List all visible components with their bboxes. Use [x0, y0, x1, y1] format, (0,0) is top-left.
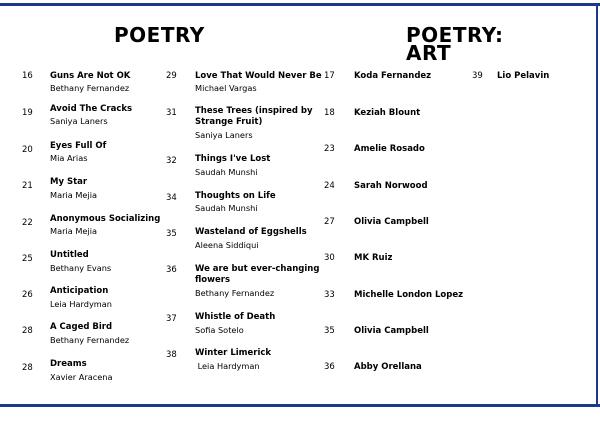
page-number: 24 — [324, 181, 335, 191]
page-number: 16 — [22, 71, 33, 81]
poem-title: We are but ever-changing flowers — [195, 264, 320, 285]
poem-title: Anonymous Socializing — [50, 214, 161, 224]
poem-title: A Caged Bird — [50, 322, 113, 332]
poem-author: Aleena Siddiqui — [195, 240, 259, 250]
artist-name: Abby Orellana — [354, 362, 422, 372]
page-number: 18 — [324, 108, 335, 118]
page-number: 33 — [324, 290, 335, 300]
page-number: 28 — [22, 326, 33, 336]
page-number: 21 — [22, 181, 33, 191]
page-number: 29 — [166, 71, 177, 81]
poem-title: Guns Are Not OK — [50, 71, 131, 81]
top-rule — [0, 3, 600, 6]
artist-name: Keziah Blount — [354, 108, 421, 118]
poem-author: Bethany Fernandez — [195, 288, 275, 298]
artist-name: Olivia Campbell — [354, 217, 429, 227]
page-number: 39 — [472, 71, 483, 81]
page-number: 28 — [22, 363, 33, 373]
page-number: 35 — [324, 326, 335, 336]
poetry-heading: POETRY — [114, 23, 205, 47]
poem-author: Sofia Sotelo — [195, 325, 244, 335]
poem-author: Saniya Laners — [50, 116, 108, 126]
poem-author: Maria Mejia — [50, 226, 98, 236]
page-number: 32 — [166, 156, 177, 166]
page-number: 25 — [22, 254, 33, 264]
artist-name: Lio Pelavin — [497, 71, 550, 81]
poem-author: Bethany Fernandez — [50, 83, 130, 93]
poem-title: Thoughts on Life — [195, 191, 276, 201]
page-number: 19 — [22, 108, 33, 118]
page-number: 34 — [166, 193, 177, 203]
poem-author: Maria Mejia — [50, 190, 98, 200]
poem-author: Bethany Fernandez — [50, 335, 130, 345]
poem-author: Michael Vargas — [195, 83, 257, 93]
poem-author: Leia Hardyman — [195, 361, 260, 371]
poem-author: Bethany Evans — [50, 263, 112, 273]
page-number: 26 — [22, 290, 33, 300]
page-number: 35 — [166, 229, 177, 239]
page-number: 27 — [324, 217, 335, 227]
poem-title: Avoid The Cracks — [50, 104, 133, 114]
artist-name: Sarah Norwood — [354, 181, 428, 191]
artist-name: Olivia Campbell — [354, 326, 429, 336]
poem-author: Xavier Aracena — [50, 372, 113, 382]
poem-title: Untitled — [50, 250, 89, 260]
page-number: 23 — [324, 144, 335, 154]
poem-author: Leia Hardyman — [50, 299, 112, 309]
poem-title: Anticipation — [50, 286, 109, 296]
poem-title: Dreams — [50, 359, 87, 369]
artist-name: MK Ruiz — [354, 253, 393, 263]
poem-title: Whistle of Death — [195, 312, 276, 322]
poem-title: Love That Would Never Be — [195, 71, 322, 81]
bottom-rule — [0, 404, 600, 407]
poem-title: Things I've Lost — [195, 154, 271, 164]
poem-title: Eyes Full Of — [50, 141, 107, 151]
poem-title: My Star — [50, 177, 88, 187]
page-number: 36 — [166, 265, 177, 275]
poem-title: Wasteland of Eggshells — [195, 227, 307, 237]
poem-author: Saniya Laners — [195, 130, 253, 140]
artist-name: Koda Fernandez — [354, 71, 432, 81]
poem-title: These Trees (inspired by Strange Fruit) — [195, 106, 313, 127]
poem-author: Mia Arias — [50, 153, 88, 163]
page-number: 30 — [324, 253, 335, 263]
page-number: 38 — [166, 350, 177, 360]
poem-author: Saudah Munshi — [195, 203, 258, 213]
page-number: 36 — [324, 362, 335, 372]
poetry-art-heading: POETRY: ART — [406, 23, 504, 65]
page-number: 37 — [166, 314, 177, 324]
page-number: 17 — [324, 71, 335, 81]
artist-name: Michelle London Lopez — [354, 290, 464, 300]
page-number: 31 — [166, 108, 177, 118]
page-number: 20 — [22, 145, 33, 155]
artist-name: Amelie Rosado — [354, 144, 425, 154]
poem-title: Winter Limerick — [195, 348, 272, 358]
poem-author: Saudah Munshi — [195, 167, 258, 177]
page-number: 22 — [22, 218, 33, 228]
right-edge-rule — [596, 3, 598, 407]
